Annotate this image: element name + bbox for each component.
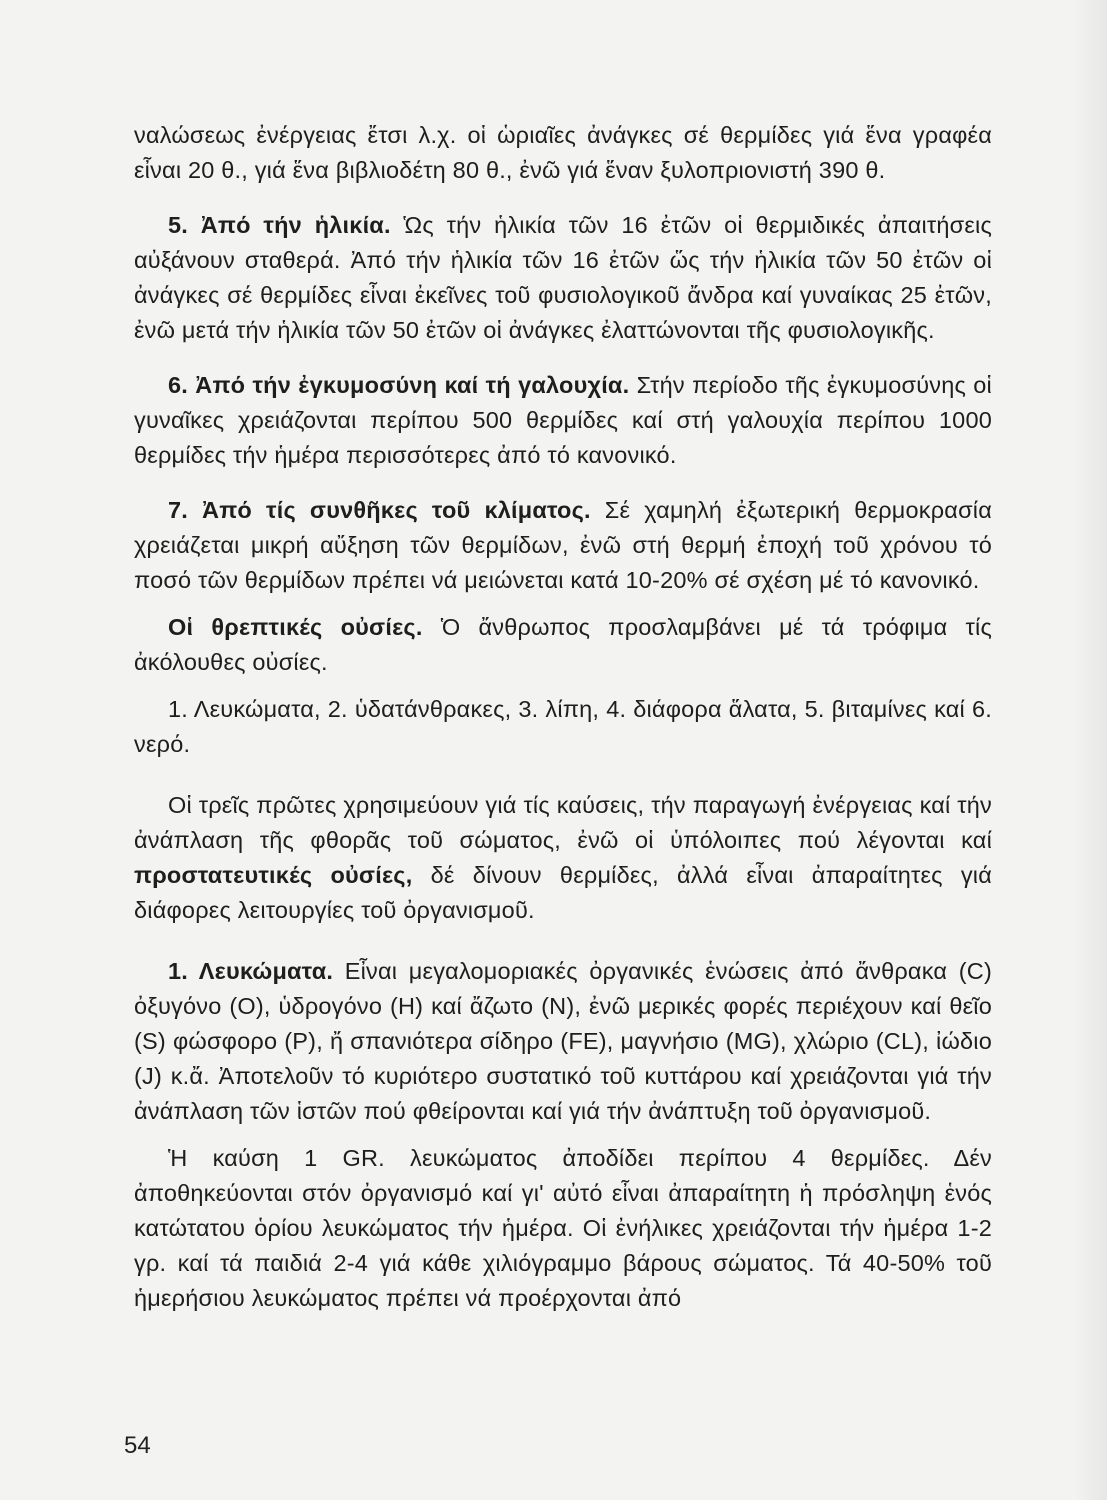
paragraph-text: Εἶναι μεγαλομοριακές ὀργανικές ἑνώσεις ἀπό ἄνθρακα (C) ὀξυγόνο (O), ὑδρογόνο (H) καί ἄζωτο (N), ἐνῶ μερικές φορές περιέχουν καί θεῖο (S) φώσφορο (P), ἤ σπανιότερα σίδηρο (FE), μαγνήσιο (MG), χλώριο (CL), ἰώδιο (J) κ.ἄ. Ἀποτελοῦν τό κυριότερο συστατικό τοῦ κυττάρου καί χρειάζονται γιά τήν ἀνάπλαση τῶν ἱστῶν πού φθείρονται καί γιά τήν ἀνάπτυξη τοῦ ὀργανισμοῦ. [134,958,992,1124]
paragraph-nutrient-list [134,692,992,762]
paragraph-text: Οἱ τρεῖς πρῶτες χρησιμεύουν γιά τίς καύσεις, τήν παραγωγή ἐνέργειας καί τήν ἀνάπλαση τῆς φθορᾶς τοῦ σώματος, ἐνῶ οἱ ὑπόλοιπες πού λέγονται καί [134,792,992,853]
page-body-text [134,118,992,1316]
paragraph-heading: 7. Ἀπό τίς συνθῆκες τοῦ κλίματος. [168,497,591,523]
paragraph-text: Ὡς τήν ἡλικία τῶν 16 ἐτῶν οἱ θερμιδικές ἀπαιτήσεις αὐξάνουν σταθερά. Ἀπό τήν ἡλικία τῶν 16 ἐτῶν ὥς τήν ἡλικία τῶν 50 ἐτῶν οἱ ἀνάγκες σέ θερμίδες εἶναι ἐκεῖνες τοῦ φυσιολογικοῦ ἄνδρα καί γυναίκας 25 ἐτῶν, ἐνῶ μετά τήν ἡλικία τῶν 50 ἐτῶν οἱ ἀνάγκες ἐλαττώνονται τῆς φυσιολογικῆς. [134,212,992,343]
paragraph-heading: Οἱ θρεπτικές οὐσίες. [168,614,423,640]
paragraph-heading: 6. Ἀπό τήν ἐγκυμοσύνη καί τή γαλουχία. [168,372,630,398]
paragraph-climate [134,493,992,598]
paragraph-emphasis: προστατευτικές οὐσίες, [134,862,413,888]
paragraph-proteins [134,954,992,1129]
paragraph-nutrients [134,610,992,680]
paragraph-first-three [134,788,992,928]
paragraph-text: Σέ χαμηλή ἐξωτερική θερμοκρασία χρειάζεται μικρή αὔξηση τῶν θερμίδων, ἐνῶ στή θερμή ἐποχή τοῦ χρόνου τό ποσό τῶν θερμίδων πρέπει νά μειώνεται κατά 10-20% σέ σχέση μέ τό κανονικό. [134,497,992,593]
paragraph-text: Ἡ καύση 1 GR. λευκώματος ἀποδίδει περίπου 4 θερμίδες. Δέν ἀποθηκεύονται στόν ὀργανισμό καί γι' αὐτό εἶναι ἀπαραίτητη ἡ πρόσληψη ἑνός κατώτατου ὁρίου λευκώματος τήν ἡμέρα. Οἱ ἐνήλικες χρειάζονται τήν ἡμέρα 1-2 γρ. καί τά παιδιά 2-4 γιά κάθε χιλιόγραμμο βάρους σώματος. Τά 40-50% τοῦ ἡμερήσιου λευκώματος πρέπει νά προέρχονται ἀπό [134,1145,992,1311]
paragraph-text: Στήν περίοδο τῆς ἐγκυμοσύνης οἱ γυναῖκες χρειάζονται περίπου 500 θερμίδες καί στή γαλουχία περίπου 1000 θερμίδες τήν ἡμέρα περισσότερες ἀπό τό κανονικό. [134,372,992,468]
paragraph-text: δέ δίνουν θερμίδες, ἀλλά εἶναι ἀπαραίτητες γιά διάφορες λειτουργίες τοῦ ὀργανισμοῦ. [134,862,992,923]
paragraph-age [134,208,992,348]
paragraph-heading: 1. Λευκώματα. [168,958,334,984]
paragraph-pregnancy [134,368,992,473]
paragraph-continuation [134,118,992,188]
paragraph-text: 1. Λευκώματα, 2. ὑδατάνθρακες, 3. λίπη, 4. διάφορα ἅλατα, 5. βιταμίνες καί 6. νερό. [134,696,992,757]
paragraph-combustion [134,1141,992,1316]
paragraph-heading: 5. Ἀπό τήν ἡλικία. [168,212,391,238]
page-number: 54 [124,1432,151,1459]
page-edge-shadow [1073,0,1107,1500]
paragraph-text: ναλώσεως ἐνέργειας ἔτσι λ.χ. οἱ ὡριαῖες ἀνάγκες σέ θερμίδες γιά ἕνα γραφέα εἶναι 20 θ., γιά ἕνα βιβλιοδέτη 80 θ., ἐνῶ γιά ἕναν ξυλοπριονιστή 390 θ. [134,122,992,183]
paragraph-text: Ὁ ἄνθρωπος προσλαμβάνει μέ τά τρόφιμα τίς ἀκόλουθες οὐσίες. [134,614,992,675]
